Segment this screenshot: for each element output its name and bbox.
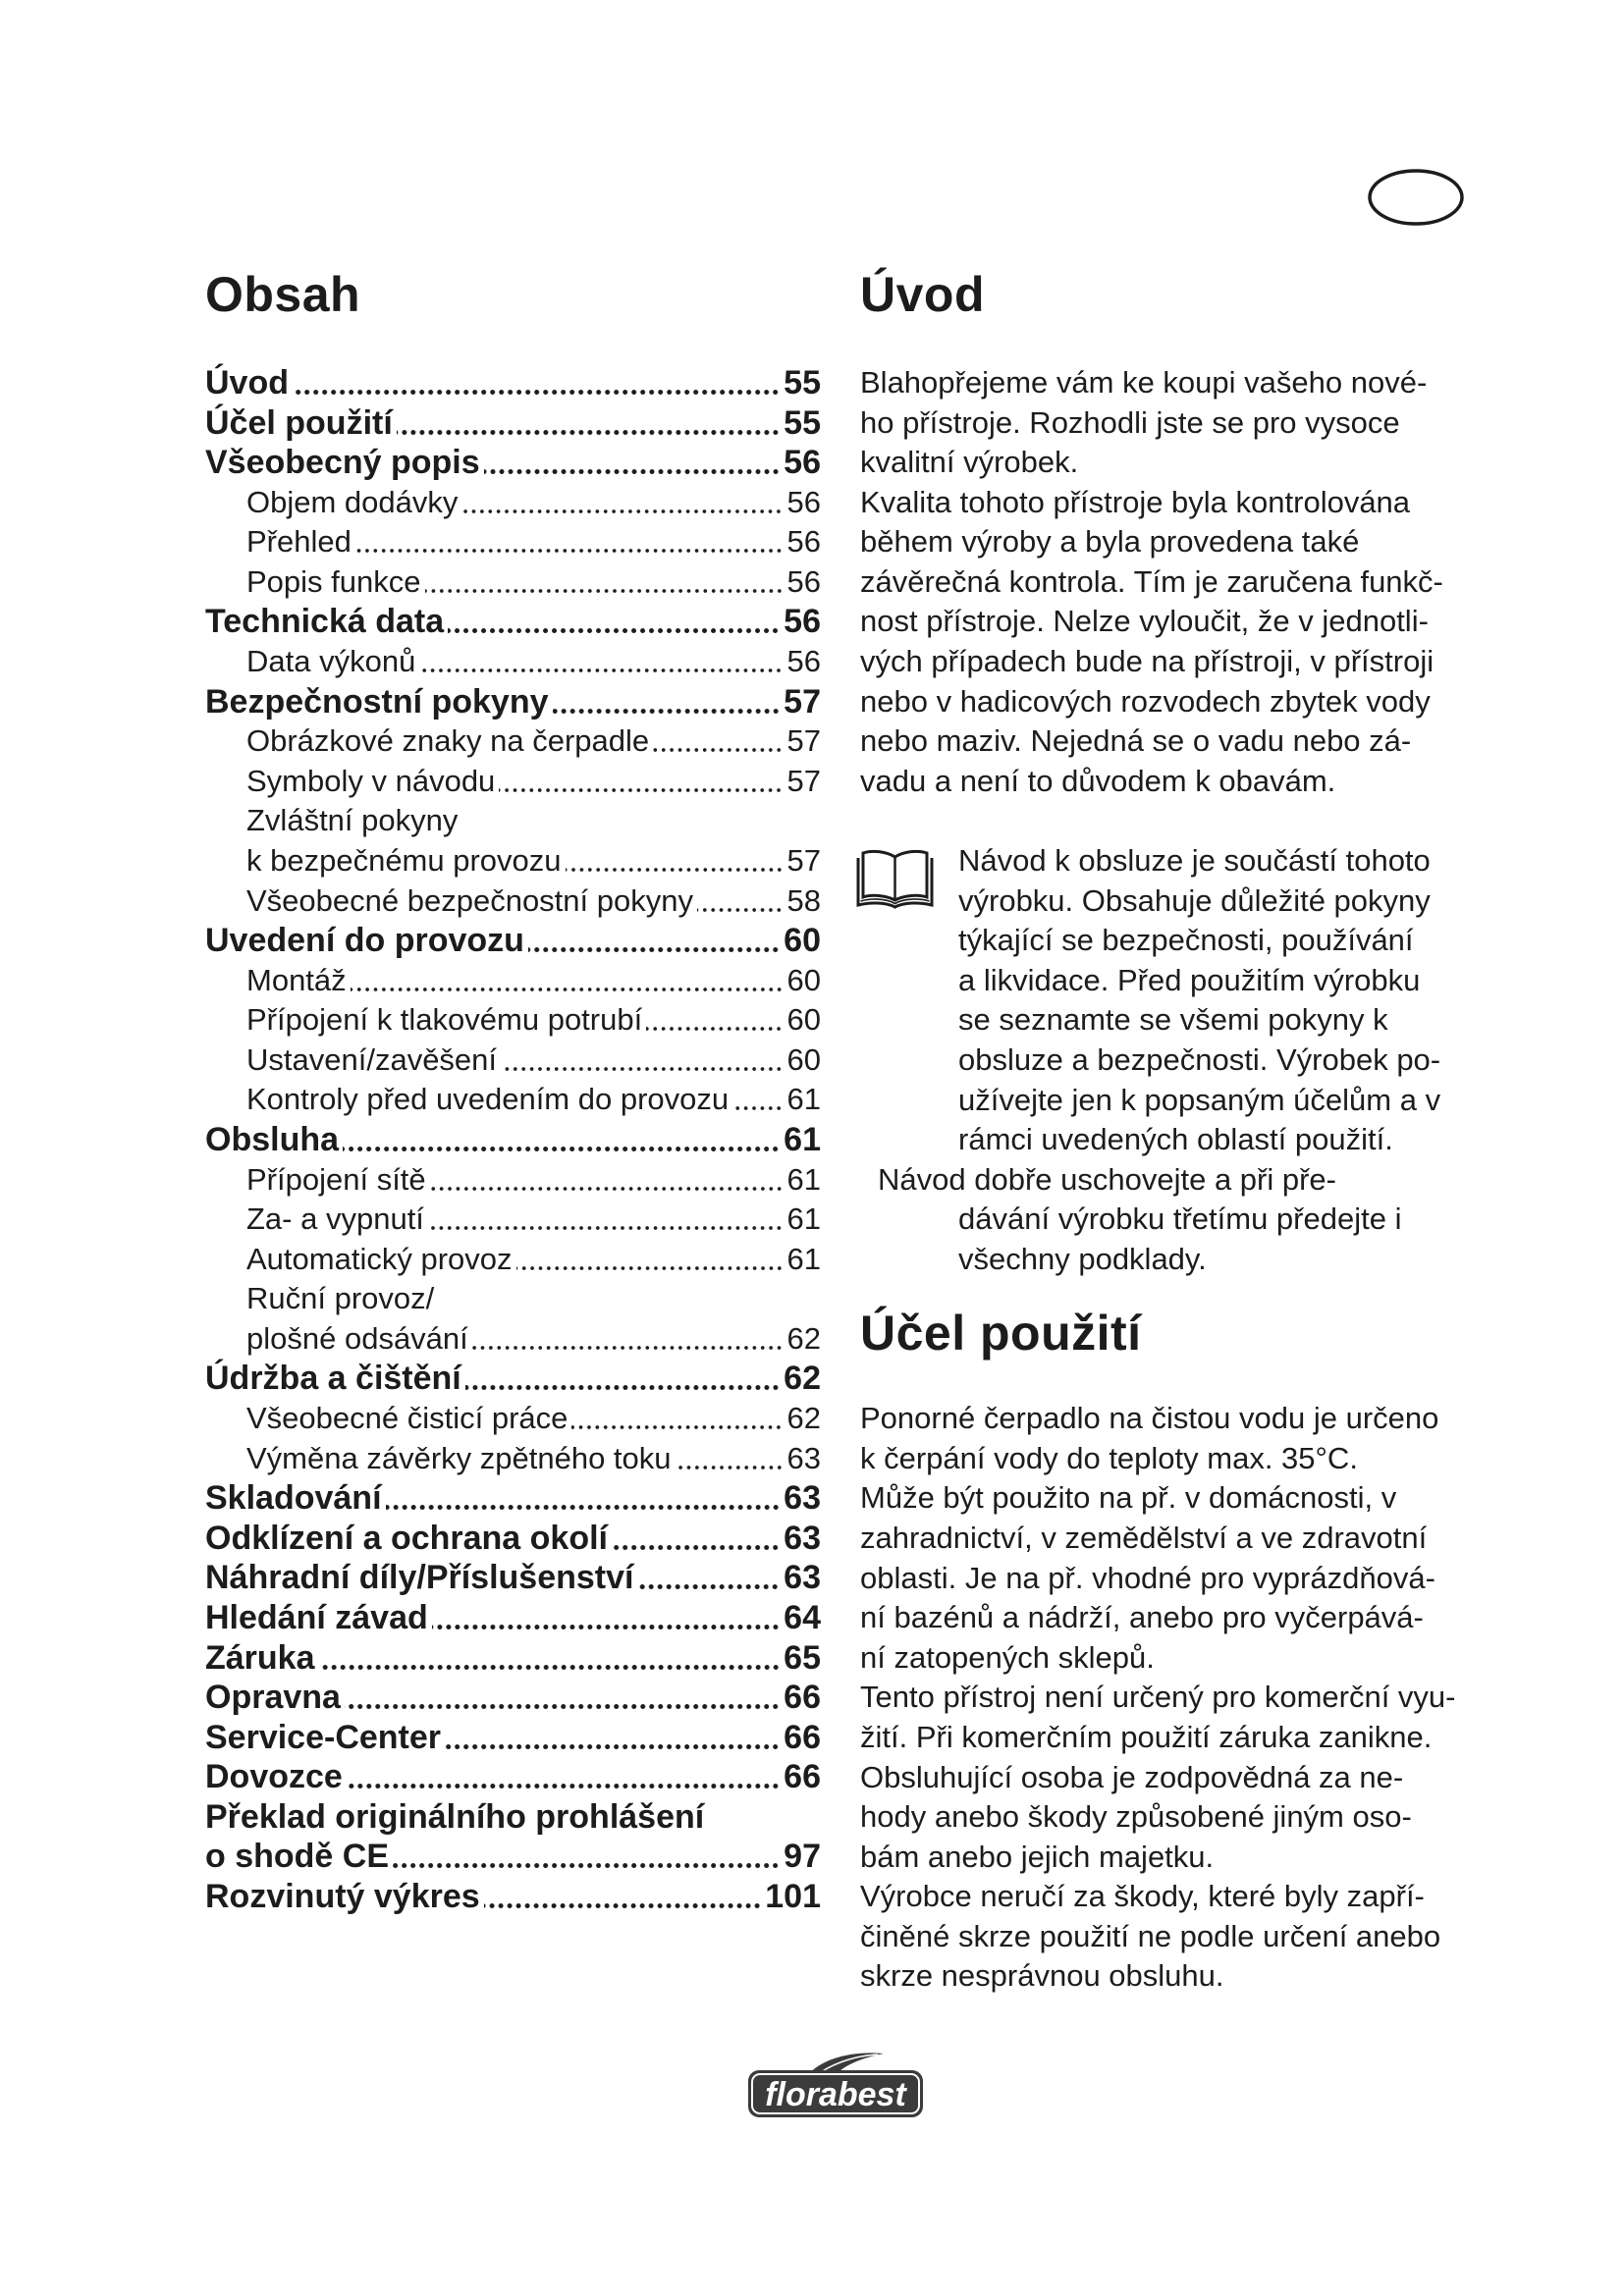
dot-leader: [501, 1041, 783, 1081]
text-line: Blahopřejeme vám ke koupi vašeho nové-: [860, 365, 1428, 400]
toc-entry-page: 61: [786, 1241, 821, 1276]
text-line: bám anebo jejich majetku.: [860, 1839, 1215, 1874]
dot-leader: [425, 562, 784, 603]
toc-entry-page: 56: [784, 603, 821, 641]
dot-leader: [516, 1240, 784, 1280]
text-line: oblasti. Je na př. vhodné pro vyprázdňová-: [860, 1560, 1435, 1595]
dot-leader: [499, 762, 783, 802]
toc-entry-page: 65: [784, 1638, 821, 1677]
dot-leader: [571, 1399, 783, 1439]
toc-entry-page: 66: [784, 1758, 821, 1796]
manual-note: [860, 841, 1470, 1279]
dot-leader: [345, 1678, 780, 1718]
dot-leader: [293, 363, 780, 403]
toc-entry: [205, 1718, 821, 1758]
toc-subentry: [205, 1160, 821, 1201]
dot-leader: [676, 1439, 784, 1479]
purpose-paragraph: [860, 1399, 1470, 1997]
text-line: Návod dobře uschovejte a při pře-: [878, 1161, 1336, 1197]
text-line: a likvidace. Před použitím výrobku: [958, 962, 1421, 997]
dot-leader: [646, 1000, 783, 1041]
toc-entry: [205, 1558, 821, 1598]
toc-entry-page: 55: [784, 403, 821, 442]
dot-leader: [697, 881, 784, 922]
dot-leader: [472, 1319, 784, 1360]
toc-entry: [205, 363, 821, 403]
toc-subentry: [205, 522, 821, 562]
toc-entry-page: 63: [786, 1440, 821, 1475]
toc-subentry: [205, 1080, 821, 1120]
toc-subentry: [205, 961, 821, 1001]
toc-subentry: [205, 762, 821, 802]
toc-subentry: [205, 801, 821, 841]
toc-subentry: [205, 1279, 821, 1319]
toc-entry-page: 62: [784, 1360, 821, 1398]
toc-entry-page: 61: [784, 1120, 821, 1158]
toc-entry-title: Ustavení/zavěšení: [246, 1041, 498, 1077]
toc-entry-title: Účel použití: [205, 403, 393, 442]
dot-leader: [419, 642, 783, 682]
toc-entry-page: 62: [786, 1401, 821, 1436]
text-line: nebo maziv. Nejedná se o vadu nebo zá-: [860, 723, 1412, 759]
text-line: činěné skrze použití ne podle určení anebo: [860, 1918, 1441, 1953]
toc-entry-title: Bezpečnostní pokyny: [205, 682, 549, 721]
dot-leader: [484, 1877, 762, 1917]
dot-leader: [465, 1359, 780, 1399]
toc-entry-title: Skladování: [205, 1479, 382, 1518]
toc-entry-page: 57: [784, 682, 821, 721]
toc-entry-title: Překlad originálního prohlášení: [205, 1797, 705, 1836]
dot-leader: [612, 1519, 780, 1559]
dot-leader: [347, 1757, 780, 1797]
text-line: nost přístroje. Nelze vyloučit, že v jednotli-: [860, 604, 1429, 639]
toc-entry-title: Za- a vypnutí: [246, 1201, 424, 1237]
toc-subentry: [205, 1399, 821, 1439]
dot-leader: [351, 961, 784, 1001]
toc-entry-title: Popis funkce: [246, 563, 421, 599]
toc-entry-page: 63: [784, 1479, 821, 1518]
text-line: Může být použito na př. v domácnosti, v: [860, 1480, 1397, 1516]
toc-entry-title: Náhradní díly/Příslušenství: [205, 1559, 634, 1597]
toc-entry: [205, 1598, 821, 1638]
table-of-contents: [205, 363, 821, 1917]
toc-entry-title: k bezpečnému provozu: [246, 842, 562, 878]
toc-entry-title: Data výkonů: [246, 644, 416, 679]
toc-entry: [205, 1638, 821, 1679]
toc-subentry: [205, 1200, 821, 1240]
toc-subentry: [205, 1041, 821, 1081]
intro-paragraph: [860, 363, 1470, 801]
intro-heading: Úvod: [860, 267, 985, 322]
toc-entry-page: 60: [786, 1041, 821, 1077]
toc-entry-page: 97: [784, 1838, 821, 1876]
toc-entry: [205, 443, 821, 483]
toc-entry-page: 56: [784, 444, 821, 482]
toc-entry: [205, 602, 821, 642]
toc-entry-title: Uvedení do provozu: [205, 922, 524, 960]
logo-wordmark: florabest: [765, 2076, 906, 2113]
toc-entry-page: 56: [786, 644, 821, 679]
text-line: obsluze a bezpečnosti. Výrobek po-: [958, 1041, 1441, 1077]
text-line: k čerpání vody do teploty max. 35°C.: [860, 1440, 1358, 1475]
toc-entry-title: Výměna závěrky zpětného toku: [246, 1440, 672, 1475]
toc-subentry: [205, 721, 821, 762]
toc-entry-page: 56: [786, 524, 821, 560]
toc-subentry: [205, 1319, 821, 1360]
toc-entry-title: Rozvinutý výkres: [205, 1877, 480, 1915]
text-line: výrobku. Obsahuje důležité pokyny: [958, 882, 1431, 918]
toc-entry-page: 101: [765, 1877, 821, 1915]
toc-entry: [205, 1120, 821, 1160]
toc-entry: [205, 403, 821, 444]
dot-leader: [653, 721, 783, 762]
text-line: závěrečná kontrola. Tím je zaručena funkč-: [860, 563, 1443, 599]
dot-leader: [448, 602, 780, 642]
dot-leader: [528, 921, 780, 961]
toc-subentry: [205, 483, 821, 523]
toc-entry-title: Zvláštní pokyny: [246, 803, 459, 838]
toc-entry: [205, 1678, 821, 1718]
toc-entry-title: Ruční provoz/: [246, 1281, 435, 1316]
toc-entry: [205, 682, 821, 722]
dot-leader: [732, 1080, 783, 1120]
text-line: ní bazénů a nádrží, anebo pro vyčerpává-: [860, 1600, 1424, 1635]
dot-leader: [430, 1160, 784, 1201]
text-line: zahradnictví, v zemědělství a ve zdravotní: [860, 1521, 1428, 1556]
toc-subentry: [205, 1240, 821, 1280]
toc-entry-title: Přípojení k tlakovému potrubí: [246, 1002, 643, 1038]
toc-entry-page: 63: [784, 1559, 821, 1597]
dot-leader: [553, 682, 781, 722]
toc-entry: [205, 921, 821, 961]
toc-entry-page: 64: [784, 1598, 821, 1636]
text-line: kvalitní výrobek.: [860, 445, 1079, 480]
dot-leader: [445, 1718, 780, 1758]
toc-entry-page: 60: [786, 1002, 821, 1038]
toc-entry-title: Dovozce: [205, 1758, 343, 1796]
toc-entry-page: 57: [786, 763, 821, 798]
toc-entry-title: Všeobecné bezpečnostní pokyny: [246, 882, 693, 918]
toc-entry-page: 62: [786, 1320, 821, 1356]
text-line: vých případech bude na přístroji, v přístroji: [860, 644, 1435, 679]
toc-entry-title: Záruka: [205, 1638, 315, 1677]
dot-leader: [319, 1638, 781, 1679]
text-line: ho přístroje. Rozhodli jste se pro vysoce: [860, 404, 1400, 440]
florabest-logo: [746, 2051, 925, 2119]
toc-entry-title: Service-Center: [205, 1718, 442, 1756]
toc-entry-title: Opravna: [205, 1679, 341, 1717]
toc-entry-page: 55: [784, 364, 821, 401]
toc-entry: [205, 1519, 821, 1559]
dot-leader: [637, 1558, 780, 1598]
toc-entry-page: 63: [784, 1519, 821, 1557]
toc-subentry: [205, 841, 821, 881]
toc-entry-page: 60: [786, 962, 821, 997]
dot-leader: [432, 1598, 780, 1638]
toc-entry: [205, 1359, 821, 1399]
toc-entry-page: 57: [786, 723, 821, 759]
dot-leader: [428, 1200, 784, 1240]
oval-marker-outline: [1370, 171, 1462, 224]
toc-entry-page: 56: [786, 563, 821, 599]
toc-entry-title: Obrázkové znaky na čerpadle: [246, 723, 650, 759]
text-line: nebo v hadicových rozvodech zbytek vody: [860, 683, 1431, 719]
text-line: se seznamte se všemi pokyny k: [958, 1002, 1388, 1038]
toc-entry-page: 57: [786, 842, 821, 878]
text-line: Návod k obsluze je součástí tohoto: [958, 843, 1431, 879]
toc-entry-page: 66: [784, 1679, 821, 1717]
text-line: týkající se bezpečnosti, používání: [958, 923, 1414, 958]
toc-entry-page: 56: [786, 484, 821, 519]
text-line: ní zatopených sklepů.: [860, 1639, 1155, 1675]
dot-leader: [397, 403, 780, 444]
toc-entry-title: Technická data: [205, 603, 445, 641]
dot-leader: [343, 1120, 780, 1160]
text-line: hody anebo škody způsobené jiným oso-: [860, 1799, 1412, 1835]
text-line: během výroby a byla provedena také: [860, 524, 1360, 560]
toc-entry-title: Symboly v návodu: [246, 763, 496, 798]
dot-leader: [355, 522, 784, 562]
toc-entry: [205, 1837, 821, 1877]
toc-entry: [205, 1877, 821, 1917]
toc-entry-title: Úvod: [205, 364, 289, 401]
toc-entry-title: Hledání závad: [205, 1598, 428, 1636]
toc-entry-title: Všeobecný popis: [205, 444, 480, 482]
text-line: Tento přístroj není určený pro komerční vyu-: [860, 1680, 1456, 1715]
text-line: žití. Při komerčním použití záruka zanikne.: [860, 1719, 1433, 1754]
toc-entry-page: 61: [786, 1201, 821, 1237]
toc-entry-page: 61: [786, 1161, 821, 1197]
toc-entry-title: Automatický provoz: [246, 1241, 513, 1276]
toc-entry-title: Obsluha: [205, 1120, 340, 1158]
toc-entry-page: 61: [786, 1082, 821, 1117]
text-line: vadu a není to důvodem k obavám.: [860, 763, 1336, 798]
text-line: Výrobce neručí za škody, které byly zapří-: [860, 1879, 1425, 1914]
dot-leader: [393, 1837, 780, 1877]
toc-subentry: [205, 881, 821, 922]
text-line: užívejte jen k popsaným účelům a v: [958, 1082, 1441, 1117]
toc-entry-title: Objem dodávky: [246, 484, 459, 519]
text-line: dávání výrobku třetímu předejte i: [958, 1201, 1402, 1237]
toc-subentry: [205, 642, 821, 682]
toc-entry-title: Všeobecné čisticí práce: [246, 1401, 568, 1436]
text-line: Ponorné čerpadlo na čistou vodu je určeno: [860, 1401, 1439, 1436]
toc-entry-title: Přípojení sítě: [246, 1161, 426, 1197]
toc-entry-title: o shodě CE: [205, 1838, 390, 1876]
dot-leader: [461, 483, 783, 523]
toc-entry-title: Přehled: [246, 524, 352, 560]
text-line: Obsluhující osoba je zodpovědná za ne-: [860, 1759, 1404, 1794]
dot-leader: [566, 841, 784, 881]
text-line: skrze nesprávnou obsluhu.: [860, 1958, 1224, 1994]
toc-entry-title: Údržba a čištění: [205, 1360, 461, 1398]
toc-entry-title: Odklízení a ochrana okolí: [205, 1519, 608, 1557]
toc-subentry: [205, 1000, 821, 1041]
text-line: Kvalita tohoto přístroje byla kontrolována: [860, 484, 1411, 519]
toc-entry: [205, 1797, 821, 1838]
toc-entry-page: 60: [784, 922, 821, 960]
toc-entry-page: 58: [786, 882, 821, 918]
toc-entry-title: Kontroly před uvedením do provozu: [246, 1082, 730, 1117]
text-line: rámci uvedených oblastí použití.: [958, 1122, 1393, 1157]
text-line: všechny podklady.: [958, 1241, 1207, 1276]
toc-entry-title: plošné odsávání: [246, 1320, 468, 1356]
toc-entry: [205, 1478, 821, 1519]
toc-entry-title: Montáž: [246, 962, 347, 997]
oval-marker-icon: [1367, 168, 1465, 227]
toc-entry-page: 66: [784, 1718, 821, 1756]
toc-subentry: [205, 562, 821, 603]
dot-leader: [484, 443, 781, 483]
toc-subentry: [205, 1439, 821, 1479]
toc-heading: Obsah: [205, 267, 361, 322]
toc-entry: [205, 1757, 821, 1797]
dot-leader: [386, 1478, 781, 1519]
purpose-heading: Účel použití: [860, 1306, 1142, 1361]
